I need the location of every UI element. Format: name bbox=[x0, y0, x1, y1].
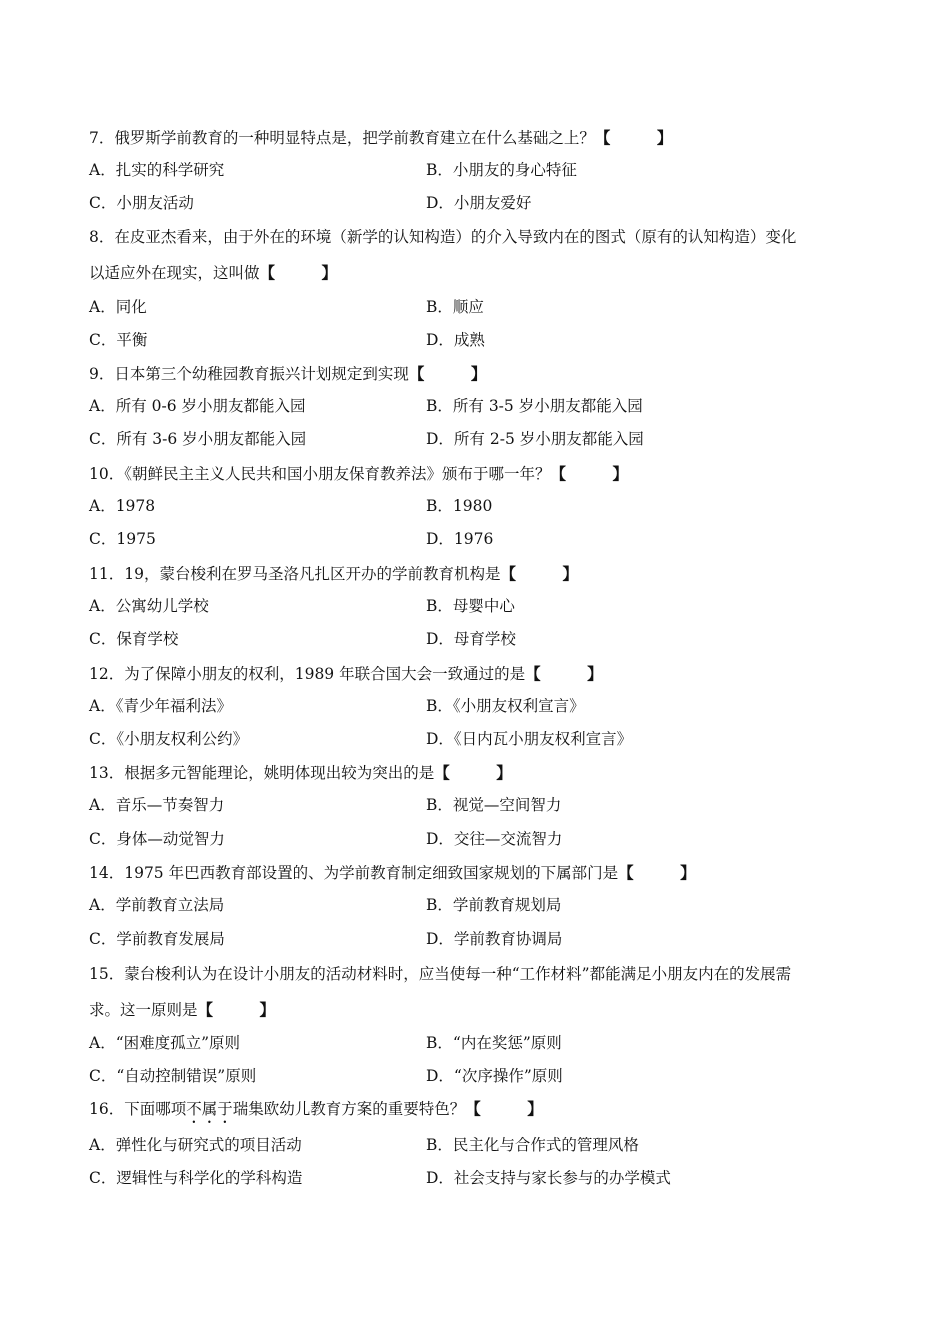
option-b: B．1980 bbox=[426, 497, 493, 515]
answer-bracket: 【 】 bbox=[525, 664, 603, 683]
answer-bracket: 【 】 bbox=[259, 263, 338, 282]
option-b: B．母婴中心 bbox=[426, 597, 515, 615]
option-b: B．《小朋友权利宣言》 bbox=[426, 697, 585, 715]
question-10 bbox=[89, 457, 880, 491]
option-a: A．同化 bbox=[89, 298, 147, 316]
option-a: A．“困难度孤立”原则 bbox=[89, 1034, 241, 1052]
question-11 bbox=[89, 557, 880, 591]
question-13 bbox=[89, 756, 880, 790]
option-d: D．学前教育协调局 bbox=[426, 930, 563, 948]
option-c: C．1975 bbox=[89, 530, 156, 548]
option-b: B．“内在奖惩”原则 bbox=[426, 1034, 562, 1052]
question-9 bbox=[89, 357, 880, 391]
option-d: D．成熟 bbox=[426, 331, 485, 349]
option-a: A．弹性化与研究式的项目活动 bbox=[89, 1136, 302, 1154]
option-c: C．学前教育发展局 bbox=[89, 930, 225, 948]
option-d: D．母育学校 bbox=[426, 630, 516, 648]
question-stem: 10．《朝鲜民主主义人民共和国小朋友保育教养法》颁布于哪一年？ bbox=[89, 465, 551, 483]
option-d: D．小朋友爱好 bbox=[426, 194, 532, 212]
question-16 bbox=[89, 1092, 880, 1127]
question-15 bbox=[89, 958, 880, 991]
question-stem-line2: 以适应外在现实，这叫做 bbox=[89, 264, 260, 282]
option-c: C．“自动控制错误”原则 bbox=[89, 1067, 257, 1085]
option-c: C．所有 3-6 岁小朋友都能入园 bbox=[89, 430, 307, 448]
question-stem: 14．1975 年巴西教育部设置的、为学前教育制定细致国家规划的下属部门是 bbox=[89, 864, 619, 882]
emphasized-negation: 不属于 bbox=[186, 1100, 233, 1118]
option-c: C．小朋友活动 bbox=[89, 194, 194, 212]
option-c: C．《小朋友权利公约》 bbox=[89, 730, 249, 748]
question-12 bbox=[89, 657, 880, 691]
question-stem: 11．19，蒙台梭利在罗马圣洛凡扎区开办的学前教育机构是 bbox=[89, 565, 501, 583]
option-d: D．1976 bbox=[426, 530, 494, 548]
answer-bracket: 【 】 bbox=[434, 763, 512, 782]
answer-bracket: 【 】 bbox=[500, 564, 578, 583]
option-a: A．1978 bbox=[89, 497, 156, 515]
question-14 bbox=[89, 856, 880, 890]
question-8-continued bbox=[89, 256, 880, 290]
option-a: A．学前教育立法局 bbox=[89, 896, 225, 914]
question-stem: 7．俄罗斯学前教育的一种明显特点是，把学前教育建立在什么基础之上？ bbox=[89, 129, 595, 147]
option-b: B．视觉—空间智力 bbox=[426, 796, 562, 814]
option-d: D．“次序操作”原则 bbox=[426, 1067, 563, 1085]
option-b: B．小朋友的身心特征 bbox=[426, 161, 577, 179]
question-15-continued bbox=[89, 993, 880, 1027]
option-c: C．保育学校 bbox=[89, 630, 179, 648]
answer-bracket: 【 】 bbox=[465, 1099, 543, 1118]
option-d: D．社会支持与家长参与的办学模式 bbox=[426, 1169, 671, 1187]
option-a: A．音乐—节奏智力 bbox=[89, 796, 225, 814]
option-a: A．所有 0-6 岁小朋友都能入园 bbox=[89, 397, 306, 415]
question-stem: 13．根据多元智能理论，姚明体现出较为突出的是 bbox=[89, 764, 435, 782]
option-b: B．顺应 bbox=[426, 298, 484, 316]
option-c: C．身体—动觉智力 bbox=[89, 830, 225, 848]
option-c: C．逻辑性与科学化的学科构造 bbox=[89, 1169, 303, 1187]
option-b: B．民主化与合作式的管理风格 bbox=[426, 1136, 639, 1154]
question-7 bbox=[89, 121, 880, 155]
question-stem-line2: 求。这一原则是 bbox=[89, 1001, 198, 1019]
answer-bracket: 【 】 bbox=[594, 128, 673, 147]
option-d: D．交往—交流智力 bbox=[426, 830, 563, 848]
answer-bracket: 【 】 bbox=[550, 464, 628, 483]
option-b: B．所有 3-5 岁小朋友都能入园 bbox=[426, 397, 643, 415]
option-d: D．《日内瓦小朋友权利宣言》 bbox=[426, 730, 633, 748]
question-stem-post: 瑞集欧幼儿教育方案的重要特色？ bbox=[232, 1100, 466, 1118]
option-c: C．平衡 bbox=[89, 331, 148, 349]
question-8 bbox=[89, 221, 880, 254]
option-a: A．《青少年福利法》 bbox=[89, 697, 232, 715]
answer-bracket: 【 】 bbox=[618, 863, 696, 882]
option-a: A．扎实的科学研究 bbox=[89, 161, 225, 179]
option-b: B．学前教育规划局 bbox=[426, 896, 562, 914]
question-stem: 12．为了保障小朋友的权利，1989 年联合国大会一致通过的是 bbox=[89, 665, 526, 683]
answer-bracket: 【 】 bbox=[408, 364, 487, 383]
option-d: D．所有 2-5 岁小朋友都能入园 bbox=[426, 430, 644, 448]
question-stem: 9．日本第三个幼稚园教育振兴计划规定到实现 bbox=[89, 365, 409, 383]
answer-bracket: 【 】 bbox=[197, 1000, 276, 1019]
option-a: A．公寓幼儿学校 bbox=[89, 597, 209, 615]
question-stem-pre: 16．下面哪项 bbox=[89, 1100, 187, 1118]
question-stem-line1: 15．蒙台梭利认为在设计小朋友的活动材料时，应当使每一种“工作材料”都能满足小朋友内在的发展需 bbox=[89, 965, 792, 983]
question-stem-line1: 8．在皮亚杰看来，由于外在的环境（新学的认知构造）的介入导致内在的图式（原有的认知构造）变化 bbox=[89, 228, 797, 246]
